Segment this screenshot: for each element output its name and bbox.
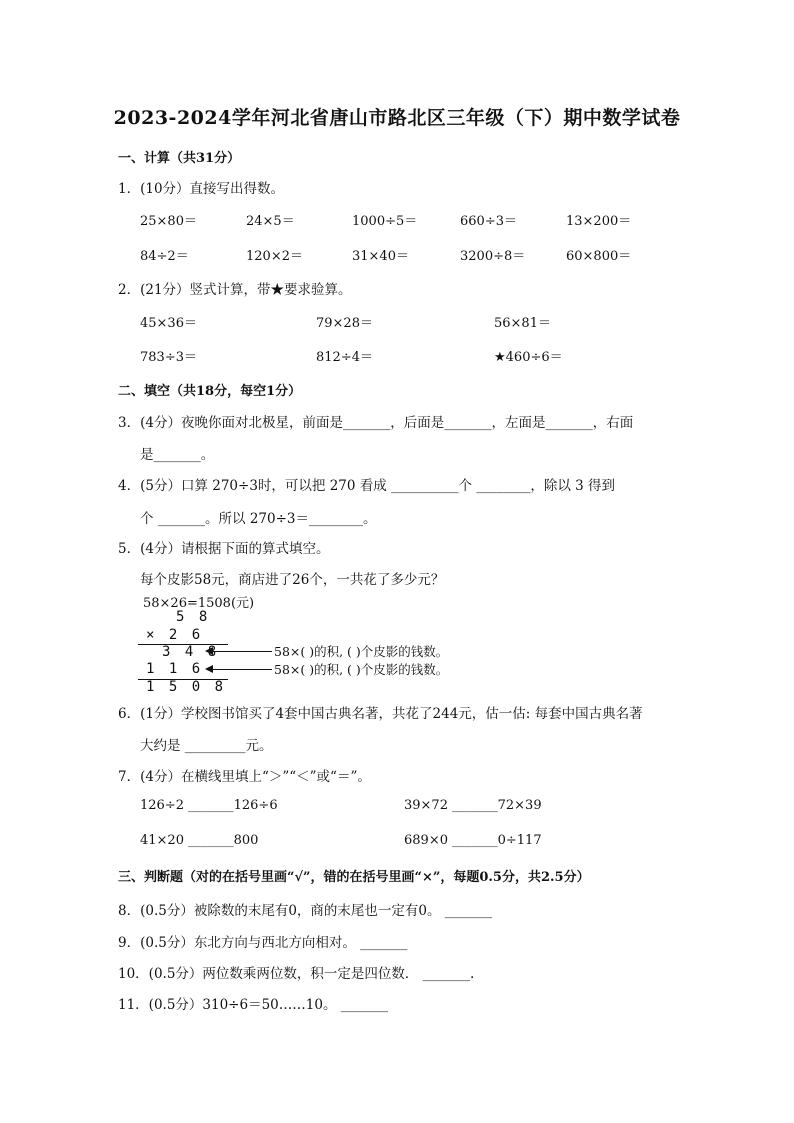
q5-equation: 58×26=1508(元) [143, 596, 255, 611]
q1-expr: 25×80＝ [140, 214, 197, 229]
question-10: 10．(0.5分）两位数乘两位数，积一定是四位数． _______. [118, 966, 475, 982]
question-4: 4．(5分）口算 270÷3时，可以把 270 看成 __________个 ________，除以 3 得到 [118, 478, 616, 494]
q5-note-1: 58×( )的积, ( )个皮影的钱数。 [274, 644, 449, 659]
question-8: 8．(0.5分）被除数的末尾有0，商的末尾也一定有0。 _______ [118, 903, 493, 919]
q2-expr: 45×36＝ [140, 316, 197, 331]
q7-item: 41×20 _______800 [140, 833, 259, 848]
vertical-line-partial-2: 1 1 6 [146, 661, 204, 677]
q5-note-2: 58×( )的积, ( )个皮影的钱数。 [274, 662, 449, 677]
q1-expr: 1000÷5＝ [352, 214, 418, 229]
q1-expr: 660÷3＝ [460, 214, 517, 229]
section-1-heading: 一、计算（共31分） [118, 151, 241, 166]
vertical-line-product: 1 5 0 8 [146, 679, 227, 695]
q2-expr: 812÷4＝ [316, 350, 373, 365]
q2-expr: 79×28＝ [316, 316, 373, 331]
q1-expr: 31×40＝ [352, 249, 409, 264]
q2-expr: 783÷3＝ [140, 350, 197, 365]
q1-expr: 120×2＝ [246, 249, 303, 264]
question-2: 2．(21分）竖式计算，带★要求验算。 [118, 282, 352, 298]
question-9: 9．(0.5分）东北方向与西北方向相对。 _______ [118, 935, 408, 951]
question-6: 6．(1分）学校图书馆买了4套中国古典名著，共花了244元，估一估: 每套中国古典名著 [118, 706, 643, 722]
question-1: 1．(10分）直接写出得数。 [118, 181, 285, 197]
question-7: 7．(4分）在横线里填上“＞”“＜”或“＝”。 [118, 769, 371, 785]
question-4-cont: 个 _______。所以 270÷3＝________。 [140, 511, 377, 527]
question-3: 3．(4分）夜晚你面对北极星，前面是_______，后面是_______，左面是_______，右面 [118, 415, 634, 431]
question-6-cont: 大约是 _________元。 [140, 738, 273, 754]
q7-item: 39×72 _______72×39 [404, 798, 542, 813]
q2-expr: ★460÷6＝ [494, 350, 563, 365]
section-3-heading: 三、判断题（对的在括号里画“√”，错的在括号里画“×”，每题0.5分，共2.5分） [118, 870, 590, 885]
q7-item: 689×0 _______0÷117 [404, 833, 542, 848]
q1-expr: 24×5＝ [246, 214, 295, 229]
question-11: 11．(0.5分）310÷6＝50……10。 _______ [118, 997, 388, 1013]
q2-expr: 56×81＝ [494, 316, 551, 331]
q1-expr: 84÷2＝ [140, 249, 189, 264]
vertical-line-partial-1: 3 4 8 [162, 644, 220, 660]
q1-expr: 13×200＝ [566, 214, 632, 229]
q5-problem-text: 每个皮影58元，商店进了26个，一共花了多少元？ [140, 572, 445, 588]
vertical-line-multiplier: × 2 6 [146, 627, 204, 643]
q1-expr: 60×800＝ [566, 249, 632, 264]
arrow-shaft [212, 651, 272, 652]
section-2-heading: 二、填空（共18分，每空1分） [118, 384, 302, 399]
q7-item: 126÷2 _______126÷6 [140, 798, 278, 813]
question-3-cont: 是_______。 [140, 447, 215, 463]
exam-title: 2023-2024学年河北省唐山市路北区三年级（下）期中数学试卷 [113, 107, 681, 129]
question-5: 5．(4分）请根据下面的算式填空。 [118, 541, 330, 557]
q1-expr: 3200÷8＝ [460, 249, 526, 264]
arrow-shaft [212, 669, 272, 670]
vertical-line-multiplicand: 5 8 [176, 609, 211, 625]
